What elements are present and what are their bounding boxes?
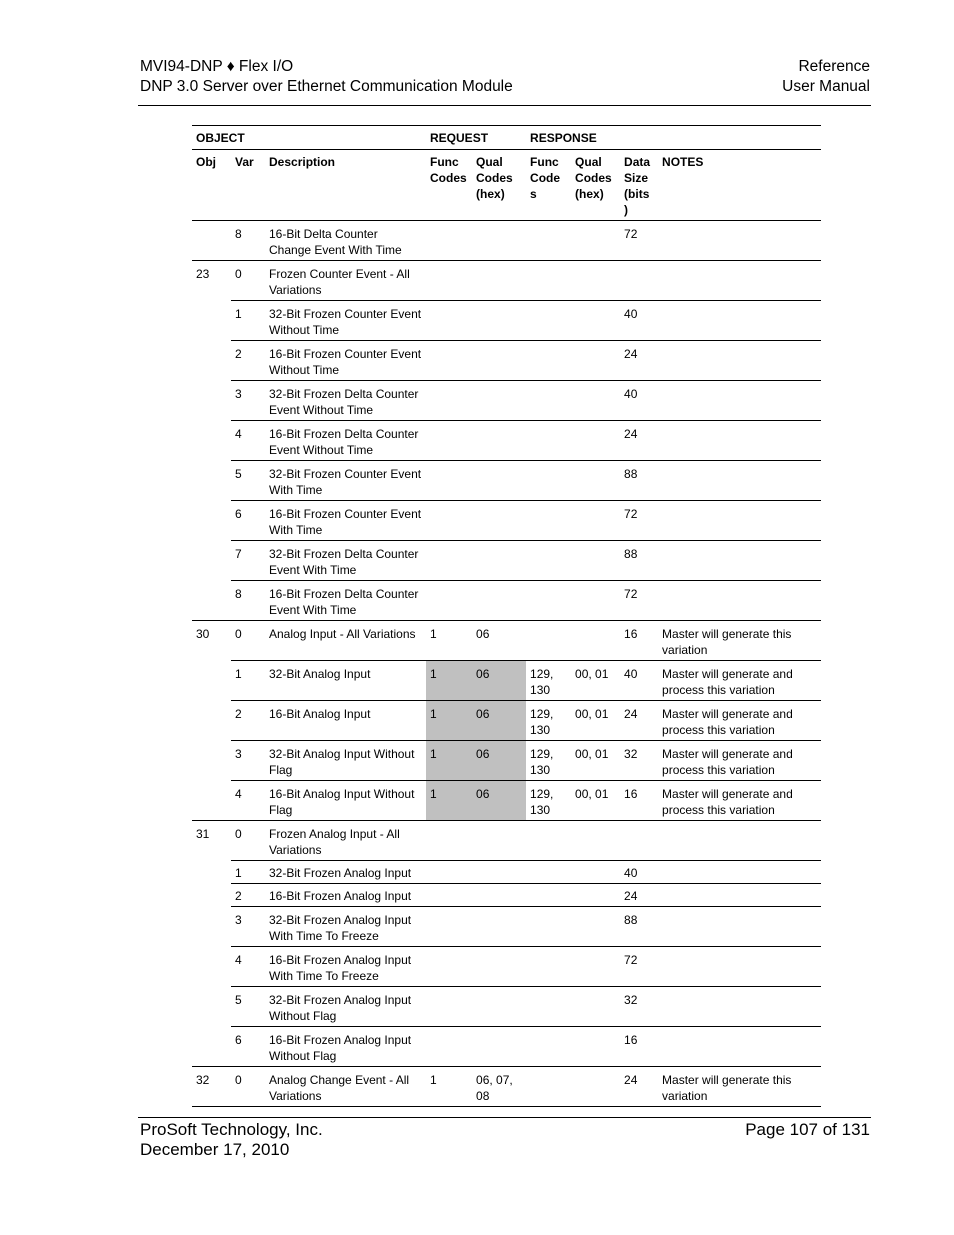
var-cell: 0 [231, 621, 265, 661]
req-qual-cell [472, 1027, 526, 1067]
resp-func-cell: 129, 130 [526, 701, 571, 741]
data-size-cell: 32 [620, 741, 658, 781]
obj-cell: 23 [192, 261, 231, 301]
req-func-cell [426, 947, 472, 987]
table-row [192, 987, 821, 1027]
obj-cell: 30 [192, 621, 231, 661]
resp-qual-cell [571, 421, 620, 461]
col-data-size-l2: Size [624, 171, 649, 185]
var-cell: 8 [231, 221, 265, 261]
resp-qual-cell [571, 884, 620, 907]
req-func-cell [426, 581, 472, 621]
publish-date: December 17, 2010 [140, 1139, 290, 1159]
table-row [192, 947, 821, 987]
req-func-cell [426, 421, 472, 461]
col-data-size-l1: Data [624, 155, 651, 169]
notes-cell [658, 221, 821, 261]
var-cell: 3 [231, 907, 265, 947]
resp-qual-cell [571, 221, 620, 261]
obj-cell [192, 884, 231, 907]
req-func-cell [426, 461, 472, 501]
description-cell: 16-Bit Frozen Analog Input With Time To Freeze [265, 947, 426, 987]
description-cell: Frozen Analog Input - All Variations [265, 821, 426, 861]
table-row [192, 261, 821, 301]
resp-func-cell [526, 861, 571, 884]
description-cell: 16-Bit Analog Input [265, 701, 426, 741]
var-cell: 4 [231, 421, 265, 461]
obj-cell [192, 741, 231, 781]
resp-func-cell [526, 1067, 571, 1107]
var-cell: 2 [231, 341, 265, 381]
notes-cell: Master will generate and process this variation [658, 741, 821, 781]
resp-qual-cell [571, 821, 620, 861]
var-cell: 4 [231, 947, 265, 987]
resp-func-cell [526, 501, 571, 541]
var-cell: 0 [231, 261, 265, 301]
description-cell: Analog Input - All Variations [265, 621, 426, 661]
data-size-cell: 72 [620, 501, 658, 541]
data-size-cell: 40 [620, 381, 658, 421]
data-size-cell: 88 [620, 541, 658, 581]
var-cell: 2 [231, 701, 265, 741]
col-resp-func-l3: s [530, 187, 537, 201]
resp-func-cell [526, 987, 571, 1027]
notes-cell [658, 821, 821, 861]
col-var: Var [231, 150, 265, 221]
notes-cell [658, 261, 821, 301]
resp-qual-cell [571, 621, 620, 661]
req-func-cell [426, 381, 472, 421]
obj-cell: 32 [192, 1067, 231, 1107]
resp-qual-cell [571, 501, 620, 541]
resp-qual-cell [571, 461, 620, 501]
description-cell: 32-Bit Frozen Analog Input Without Flag [265, 987, 426, 1027]
data-size-cell: 40 [620, 661, 658, 701]
notes-cell [658, 501, 821, 541]
resp-qual-cell [571, 541, 620, 581]
col-resp-func [526, 150, 571, 221]
req-qual-cell: 06 [472, 781, 526, 821]
obj-cell [192, 781, 231, 821]
var-cell: 1 [231, 301, 265, 341]
resp-qual-cell [571, 381, 620, 421]
resp-func-cell [526, 907, 571, 947]
resp-func-cell [526, 621, 571, 661]
req-qual-cell [472, 861, 526, 884]
col-req-qual-l2: Codes [476, 171, 513, 185]
var-cell: 6 [231, 1027, 265, 1067]
notes-cell [658, 1027, 821, 1067]
notes-cell [658, 541, 821, 581]
description-cell: 32-Bit Analog Input Without Flag [265, 741, 426, 781]
obj-cell [192, 221, 231, 261]
req-qual-cell [472, 421, 526, 461]
obj-cell [192, 381, 231, 421]
resp-qual-cell [571, 301, 620, 341]
page-footer-left [140, 1120, 323, 1159]
resp-func-cell [526, 884, 571, 907]
req-qual-cell [472, 221, 526, 261]
description-cell: 32-Bit Frozen Analog Input [265, 861, 426, 884]
req-qual-cell: 06 [472, 741, 526, 781]
resp-qual-cell: 00, 01 [571, 701, 620, 741]
data-size-cell: 40 [620, 301, 658, 341]
req-qual-cell [472, 381, 526, 421]
var-cell: 6 [231, 501, 265, 541]
req-func-cell [426, 884, 472, 907]
resp-qual-cell [571, 341, 620, 381]
col-obj: Obj [192, 150, 231, 221]
description-cell: 32-Bit Frozen Counter Event Without Time [265, 301, 426, 341]
col-req-func-l2: Codes [430, 171, 467, 185]
table-row [192, 821, 821, 861]
table-row [192, 421, 821, 461]
req-qual-cell: 06, 07, 08 [472, 1067, 526, 1107]
resp-qual-cell [571, 987, 620, 1027]
obj-cell [192, 341, 231, 381]
table-row [192, 701, 821, 741]
data-size-cell: 24 [620, 1067, 658, 1107]
req-func-cell [426, 261, 472, 301]
obj-cell [192, 987, 231, 1027]
resp-qual-cell: 00, 01 [571, 661, 620, 701]
table-row [192, 781, 821, 821]
notes-cell [658, 341, 821, 381]
req-qual-cell: 06 [472, 661, 526, 701]
col-resp-qual-l3: (hex) [575, 187, 604, 201]
req-func-cell [426, 861, 472, 884]
notes-cell: Master will generate and process this variation [658, 701, 821, 741]
col-req-func [426, 150, 472, 221]
group-object: OBJECT [192, 126, 426, 150]
var-cell: 5 [231, 987, 265, 1027]
notes-cell [658, 947, 821, 987]
col-data-size [620, 150, 658, 221]
resp-func-cell [526, 821, 571, 861]
table-row [192, 621, 821, 661]
req-qual-cell [472, 907, 526, 947]
obj-cell [192, 461, 231, 501]
obj-cell [192, 661, 231, 701]
notes-cell [658, 987, 821, 1027]
resp-func-cell [526, 947, 571, 987]
obj-cell [192, 501, 231, 541]
table-row [192, 541, 821, 581]
data-size-cell: 32 [620, 987, 658, 1027]
table-row [192, 501, 821, 541]
req-func-cell: 1 [426, 661, 472, 701]
req-func-cell [426, 341, 472, 381]
resp-func-cell [526, 221, 571, 261]
col-req-qual-l3: (hex) [476, 187, 505, 201]
description-cell: 16-Bit Frozen Counter Event With Time [265, 501, 426, 541]
req-qual-cell [472, 341, 526, 381]
req-qual-cell [472, 261, 526, 301]
resp-func-cell: 129, 130 [526, 741, 571, 781]
table-row [192, 741, 821, 781]
data-size-cell [620, 821, 658, 861]
req-func-cell: 1 [426, 1067, 472, 1107]
obj-cell [192, 701, 231, 741]
obj-cell [192, 581, 231, 621]
table-row [192, 581, 821, 621]
req-qual-cell: 06 [472, 621, 526, 661]
notes-cell: Master will generate and process this variation [658, 781, 821, 821]
obj-cell [192, 541, 231, 581]
col-data-size-l3: (bits [624, 187, 650, 201]
req-func-cell: 1 [426, 741, 472, 781]
notes-cell: Master will generate this variation [658, 621, 821, 661]
req-func-cell [426, 987, 472, 1027]
col-notes: NOTES [658, 150, 821, 221]
table-row [192, 221, 821, 261]
req-qual-cell [472, 821, 526, 861]
notes-cell [658, 884, 821, 907]
req-qual-cell [472, 301, 526, 341]
req-qual-cell: 06 [472, 701, 526, 741]
resp-func-cell [526, 261, 571, 301]
resp-func-cell [526, 301, 571, 341]
table-row [192, 661, 821, 701]
resp-func-cell [526, 1027, 571, 1067]
header-rule [138, 105, 871, 106]
group-header-row [192, 126, 821, 150]
dnp-object-table [192, 125, 821, 1107]
obj-cell [192, 421, 231, 461]
req-func-cell [426, 501, 472, 541]
data-size-cell: 24 [620, 884, 658, 907]
req-qual-cell [472, 987, 526, 1027]
product-title: MVI94-DNP ♦ Flex I/O [140, 58, 294, 75]
notes-cell [658, 581, 821, 621]
notes-cell [658, 461, 821, 501]
notes-cell [658, 301, 821, 341]
req-func-cell [426, 821, 472, 861]
req-qual-cell [472, 461, 526, 501]
req-func-cell: 1 [426, 621, 472, 661]
col-req-func-l1: Func [430, 155, 459, 169]
data-size-cell: 16 [620, 781, 658, 821]
group-request: REQUEST [426, 126, 526, 150]
req-qual-cell [472, 947, 526, 987]
footer-rule [138, 1117, 871, 1118]
document-type: User Manual [782, 77, 870, 95]
table-row [192, 381, 821, 421]
resp-qual-cell [571, 947, 620, 987]
table-row [192, 301, 821, 341]
col-resp-qual-l2: Codes [575, 171, 612, 185]
page-header-left [140, 57, 513, 96]
table-row [192, 461, 821, 501]
obj-cell [192, 907, 231, 947]
description-cell: 16-Bit Analog Input Without Flag [265, 781, 426, 821]
data-size-cell: 88 [620, 907, 658, 947]
description-cell: 32-Bit Frozen Analog Input With Time To Freeze [265, 907, 426, 947]
col-data-size-l4: ) [624, 203, 629, 217]
req-func-cell [426, 907, 472, 947]
col-req-qual-l1: Qual [476, 155, 503, 169]
var-cell: 7 [231, 541, 265, 581]
req-func-cell [426, 1027, 472, 1067]
obj-cell [192, 861, 231, 884]
req-func-cell: 1 [426, 781, 472, 821]
obj-cell [192, 1027, 231, 1067]
col-resp-func-l2: Code [530, 171, 561, 185]
description-cell: Analog Change Event - All Variations [265, 1067, 426, 1107]
col-description: Description [265, 150, 426, 221]
var-cell: 5 [231, 461, 265, 501]
req-qual-cell [472, 501, 526, 541]
resp-qual-cell [571, 261, 620, 301]
resp-func-cell: 129, 130 [526, 661, 571, 701]
req-qual-cell [472, 541, 526, 581]
var-cell: 0 [231, 1067, 265, 1107]
group-response: RESPONSE [526, 126, 821, 150]
resp-func-cell [526, 341, 571, 381]
resp-func-cell [526, 421, 571, 461]
req-func-cell [426, 541, 472, 581]
obj-cell [192, 947, 231, 987]
var-cell: 3 [231, 741, 265, 781]
resp-func-cell [526, 461, 571, 501]
resp-qual-cell [571, 1027, 620, 1067]
table-row [192, 907, 821, 947]
var-cell: 0 [231, 821, 265, 861]
resp-func-cell [526, 381, 571, 421]
description-cell: 16-Bit Frozen Counter Event Without Time [265, 341, 426, 381]
var-cell: 3 [231, 381, 265, 421]
var-cell: 1 [231, 861, 265, 884]
resp-func-cell: 129, 130 [526, 781, 571, 821]
table-row [192, 861, 821, 884]
data-size-cell: 72 [620, 947, 658, 987]
notes-cell [658, 381, 821, 421]
var-cell: 2 [231, 884, 265, 907]
obj-cell: 31 [192, 821, 231, 861]
req-func-cell [426, 221, 472, 261]
data-size-cell: 24 [620, 421, 658, 461]
notes-cell [658, 421, 821, 461]
description-cell: 16-Bit Frozen Analog Input [265, 884, 426, 907]
description-cell: 32-Bit Frozen Delta Counter Event With Time [265, 541, 426, 581]
table-row [192, 341, 821, 381]
data-size-cell: 72 [620, 221, 658, 261]
resp-qual-cell: 00, 01 [571, 781, 620, 821]
description-cell: 32-Bit Frozen Delta Counter Event Without Time [265, 381, 426, 421]
col-resp-qual-l1: Qual [575, 155, 602, 169]
data-size-cell: 40 [620, 861, 658, 884]
req-qual-cell [472, 884, 526, 907]
company-name: ProSoft Technology, Inc. [140, 1120, 323, 1139]
data-size-cell: 16 [620, 1027, 658, 1067]
notes-cell [658, 861, 821, 884]
notes-cell: Master will generate this variation [658, 1067, 821, 1107]
description-cell: 16-Bit Delta Counter Change Event With Time [265, 221, 426, 261]
col-resp-func-l1: Func [530, 155, 559, 169]
col-req-qual [472, 150, 526, 221]
var-cell: 8 [231, 581, 265, 621]
col-resp-qual [571, 150, 620, 221]
resp-qual-cell [571, 861, 620, 884]
table-row [192, 884, 821, 907]
resp-qual-cell [571, 581, 620, 621]
resp-qual-cell [571, 1067, 620, 1107]
req-func-cell [426, 301, 472, 341]
page-footer-right [745, 1120, 870, 1140]
req-func-cell: 1 [426, 701, 472, 741]
description-cell: 16-Bit Frozen Analog Input Without Flag [265, 1027, 426, 1067]
data-size-cell: 16 [620, 621, 658, 661]
resp-func-cell [526, 541, 571, 581]
description-cell: 16-Bit Frozen Delta Counter Event Without Time [265, 421, 426, 461]
data-size-cell: 24 [620, 701, 658, 741]
column-header-row [192, 150, 821, 221]
req-qual-cell [472, 581, 526, 621]
page-number: Page 107 of 131 [745, 1120, 870, 1139]
description-cell: 16-Bit Frozen Delta Counter Event With Time [265, 581, 426, 621]
resp-func-cell [526, 581, 571, 621]
notes-cell [658, 907, 821, 947]
data-size-cell [620, 261, 658, 301]
notes-cell: Master will generate and process this variation [658, 661, 821, 701]
var-cell: 1 [231, 661, 265, 701]
page-header-right [782, 57, 870, 96]
description-cell: 32-Bit Frozen Counter Event With Time [265, 461, 426, 501]
description-cell: 32-Bit Analog Input [265, 661, 426, 701]
table-row [192, 1027, 821, 1067]
data-size-cell: 88 [620, 461, 658, 501]
product-subtitle: DNP 3.0 Server over Ethernet Communication Module [140, 77, 513, 95]
resp-qual-cell [571, 907, 620, 947]
var-cell: 4 [231, 781, 265, 821]
obj-cell [192, 301, 231, 341]
table-row [192, 1067, 821, 1107]
resp-qual-cell: 00, 01 [571, 741, 620, 781]
data-size-cell: 24 [620, 341, 658, 381]
section-name: Reference [798, 58, 870, 75]
data-size-cell: 72 [620, 581, 658, 621]
description-cell: Frozen Counter Event - All Variations [265, 261, 426, 301]
